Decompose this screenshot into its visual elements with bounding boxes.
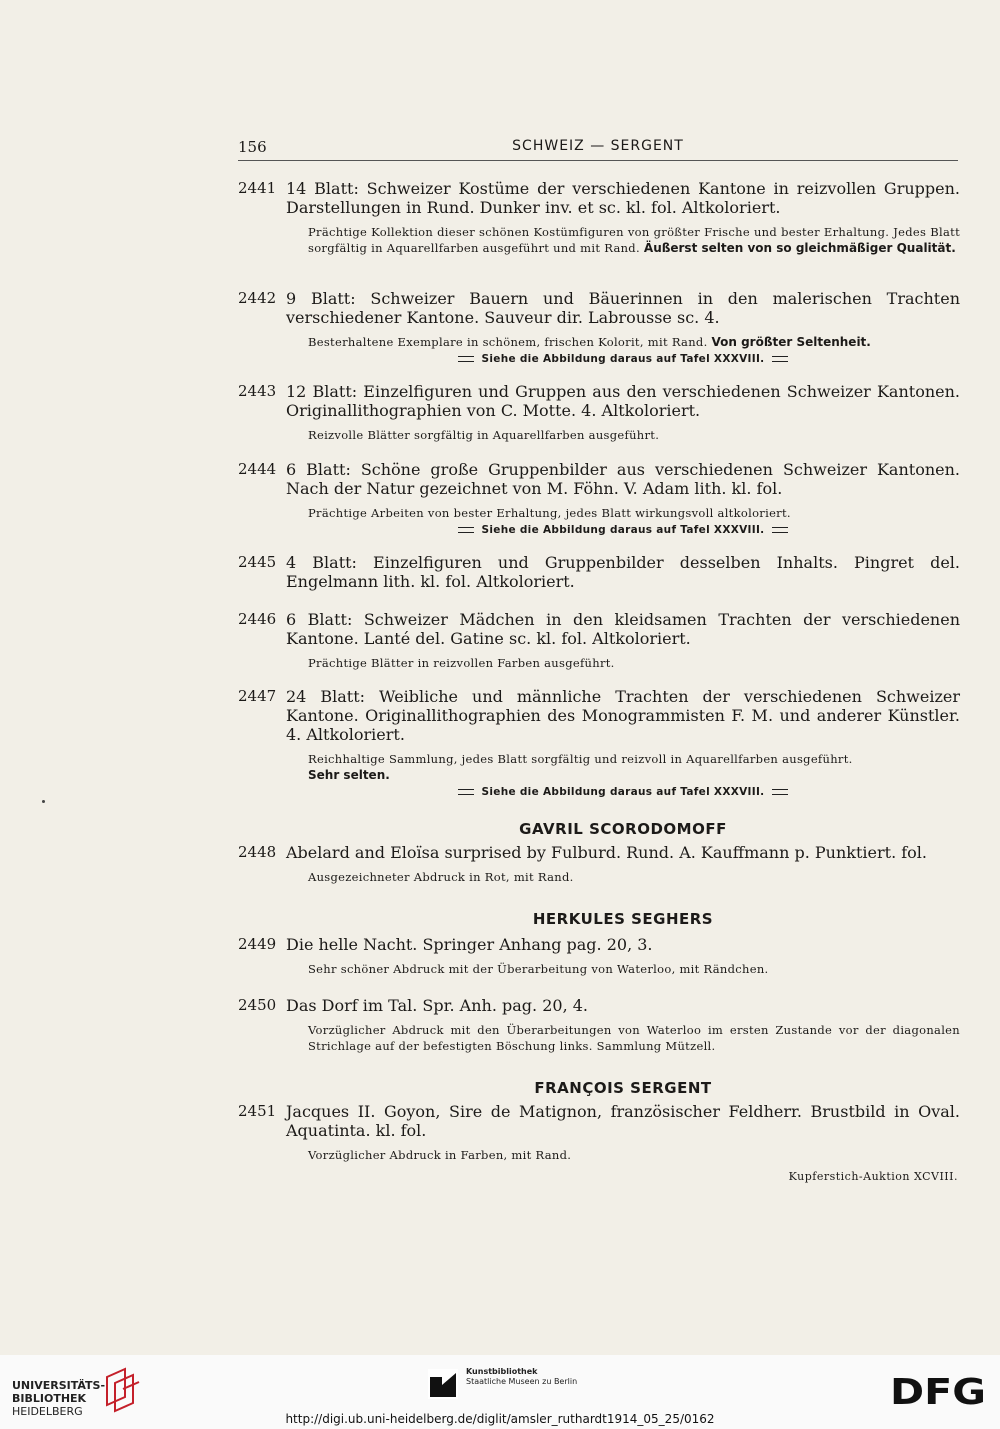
- digitization-footer: [0, 1355, 1000, 1429]
- lot-number: 2447: [238, 687, 277, 705]
- lot-description: 6 Blatt: Schöne große Gruppenbilder aus verschiedenen Schweizer Kantonen. Nach der Natur gezeichnet von M. Föhn. V. Adam lith. kl. fol.: [286, 460, 960, 498]
- lot-number: 2442: [238, 289, 277, 307]
- lot-note: Prächtige Arbeiten von bester Erhaltung, jedes Blatt wirkungsvoll altkoloriert.: [308, 506, 791, 520]
- lot-note: Sehr schöner Abdruck mit der Überarbeitung von Waterloo, mit Rändchen.: [308, 962, 769, 976]
- lot-description: Das Dorf im Tal. Spr. Anh. pag. 20, 4.: [286, 996, 589, 1015]
- lot-note: Prächtige Blätter in reizvollen Farben ausgeführt.: [308, 656, 615, 670]
- section-heading: GAVRIL SCORODOMOFF: [519, 820, 727, 838]
- lot-note: Vorzüglicher Abdruck in Farben, mit Rand.: [308, 1148, 572, 1162]
- lot-description: 6 Blatt: Schweizer Mädchen in den kleidsamen Trachten der verschiedenen Kantone. Lanté del. Gatine sc. kl. fol. Altkoloriert.: [286, 610, 960, 648]
- catalog-entry: [238, 996, 960, 1054]
- lot-number: 2451: [238, 1102, 277, 1120]
- lot-note: Vorzüglicher Abdruck mit den Überarbeitungen von Waterloo im ersten Zustande vor der diagonalen Strichlage auf der befestigten Böschung links. Sammlung Mützell.: [308, 1023, 960, 1053]
- lot-number: 2445: [238, 553, 277, 571]
- double-rule-icon: [458, 527, 474, 533]
- lot-note: Besterhaltene Exemplare in schönem, frischen Kolorit, mit Rand. Von größter Seltenheit.: [308, 335, 871, 349]
- double-rule-icon: [458, 789, 474, 795]
- kunstbibliothek-name: Kunstbibliothek Staatliche Museen zu Berlin: [466, 1367, 578, 1386]
- lot-note: Reichhaltige Sammlung, jedes Blatt sorgfältig und reizvoll in Aquarellfarben ausgeführt. Sehr selten.: [308, 752, 853, 782]
- plate-reference: Siehe die Abbildung daraus auf Tafel XXXVIII.: [286, 786, 960, 798]
- page-header: [238, 138, 958, 161]
- lot-note: Prächtige Kollektion dieser schönen Kostümfiguren von größter Frische und bester Erhaltung. Jedes Blatt sorgfältig in Aquarellfarben ausgeführt und mit Rand. Äußerst selten von so gleichmäßiger Qualität.: [308, 225, 960, 255]
- lot-number: 2444: [238, 460, 277, 478]
- permalink-url[interactable]: http://digi.ub.uni-heidelberg.de/diglit/amsler_ruthardt1914_05_25/0162: [285, 1412, 715, 1426]
- lot-description: Jacques II. Goyon, Sire de Matignon, französischer Feldherr. Brustbild in Oval. Aquatinta. kl. fol.: [286, 1102, 960, 1140]
- kunstbibliothek-logo-icon: [428, 1369, 458, 1399]
- lot-description: Die helle Nacht. Springer Anhang pag. 20, 3.: [286, 935, 653, 954]
- catalog-footnote: Kupferstich-Auktion XCVIII.: [788, 1170, 958, 1183]
- lot-description: Abelard and Eloïsa surprised by Fulburd. Rund. A. Kauffmann p. Punktiert. fol.: [286, 843, 928, 862]
- double-rule-icon: [772, 356, 788, 362]
- catalog-entry: [238, 935, 960, 977]
- lot-description: 9 Blatt: Schweizer Bauern und Bäuerinnen in den malerischen Trachten verschiedener Kantone. Sauveur dir. Labrousse sc. 4.: [286, 289, 960, 327]
- catalog-entry: [238, 610, 960, 671]
- lot-description: 24 Blatt: Weibliche und männliche Trachten der verschiedenen Schweizer Kantone. Originallithographien des Monogrammisten F. M. und anderer Künstler. 4. Altkoloriert.: [286, 687, 960, 744]
- page-number: 156: [238, 138, 267, 156]
- lot-number: 2441: [238, 179, 277, 197]
- dfg-logo-text: DFG: [890, 1375, 986, 1407]
- lot-note-emphasis: Von größter Seltenheit.: [711, 335, 871, 349]
- double-rule-icon: [772, 527, 788, 533]
- paper-speck: [42, 800, 45, 803]
- catalog-entry: [238, 1102, 960, 1163]
- catalog-entry: [238, 289, 960, 365]
- plate-reference: Siehe die Abbildung daraus auf Tafel XXXVIII.: [286, 524, 960, 536]
- lot-description: 14 Blatt: Schweizer Kostüme der verschiedenen Kantone in reizvollen Gruppen. Darstellungen in Rund. Dunker inv. et sc. kl. fol. Altkoloriert.: [286, 179, 960, 217]
- lot-note-emphasis: Äußerst selten von so gleichmäßiger Qualität.: [643, 241, 956, 255]
- lot-note-emphasis: Sehr selten.: [308, 768, 390, 782]
- lot-number: 2446: [238, 610, 277, 628]
- catalog-entry: [238, 553, 960, 591]
- catalog-entry: [238, 843, 960, 885]
- lot-number: 2449: [238, 935, 277, 953]
- catalog-entry: [238, 687, 960, 798]
- university-library-name: UNIVERSITÄTS- BIBLIOTHEK HEIDELBERG: [12, 1379, 106, 1418]
- catalog-entry: [238, 382, 960, 443]
- lot-description: 4 Blatt: Einzelfiguren und Gruppenbilder desselben Inhalts. Pingret del. Engelmann lith. kl. fol. Altkoloriert.: [286, 553, 960, 591]
- section-heading: FRANÇOIS SERGENT: [534, 1079, 712, 1097]
- catalog-entry: [238, 179, 960, 256]
- double-rule-icon: [772, 789, 788, 795]
- lot-note: Ausgezeichneter Abdruck in Rot, mit Rand.: [308, 870, 574, 884]
- lot-number: 2450: [238, 996, 277, 1014]
- double-rule-icon: [458, 356, 474, 362]
- lot-description: 12 Blatt: Einzelfiguren und Gruppen aus den verschiedenen Schweizer Kantonen. Originallithographien von C. Motte. 4. Altkoloriert.: [286, 382, 960, 420]
- lot-note: Reizvolle Blätter sorgfältig in Aquarellfarben ausgeführt.: [308, 428, 660, 442]
- dfg-logo-icon: [890, 1375, 988, 1407]
- lot-number: 2448: [238, 843, 277, 861]
- lot-number: 2443: [238, 382, 277, 400]
- running-title: SCHWEIZ — SERGENT: [512, 138, 684, 154]
- plate-reference: Siehe die Abbildung daraus auf Tafel XXXVIII.: [286, 353, 960, 365]
- catalog-entry: [238, 460, 960, 536]
- university-logo-icon: [103, 1367, 141, 1413]
- section-heading: HERKULES SEGHERS: [532, 910, 714, 928]
